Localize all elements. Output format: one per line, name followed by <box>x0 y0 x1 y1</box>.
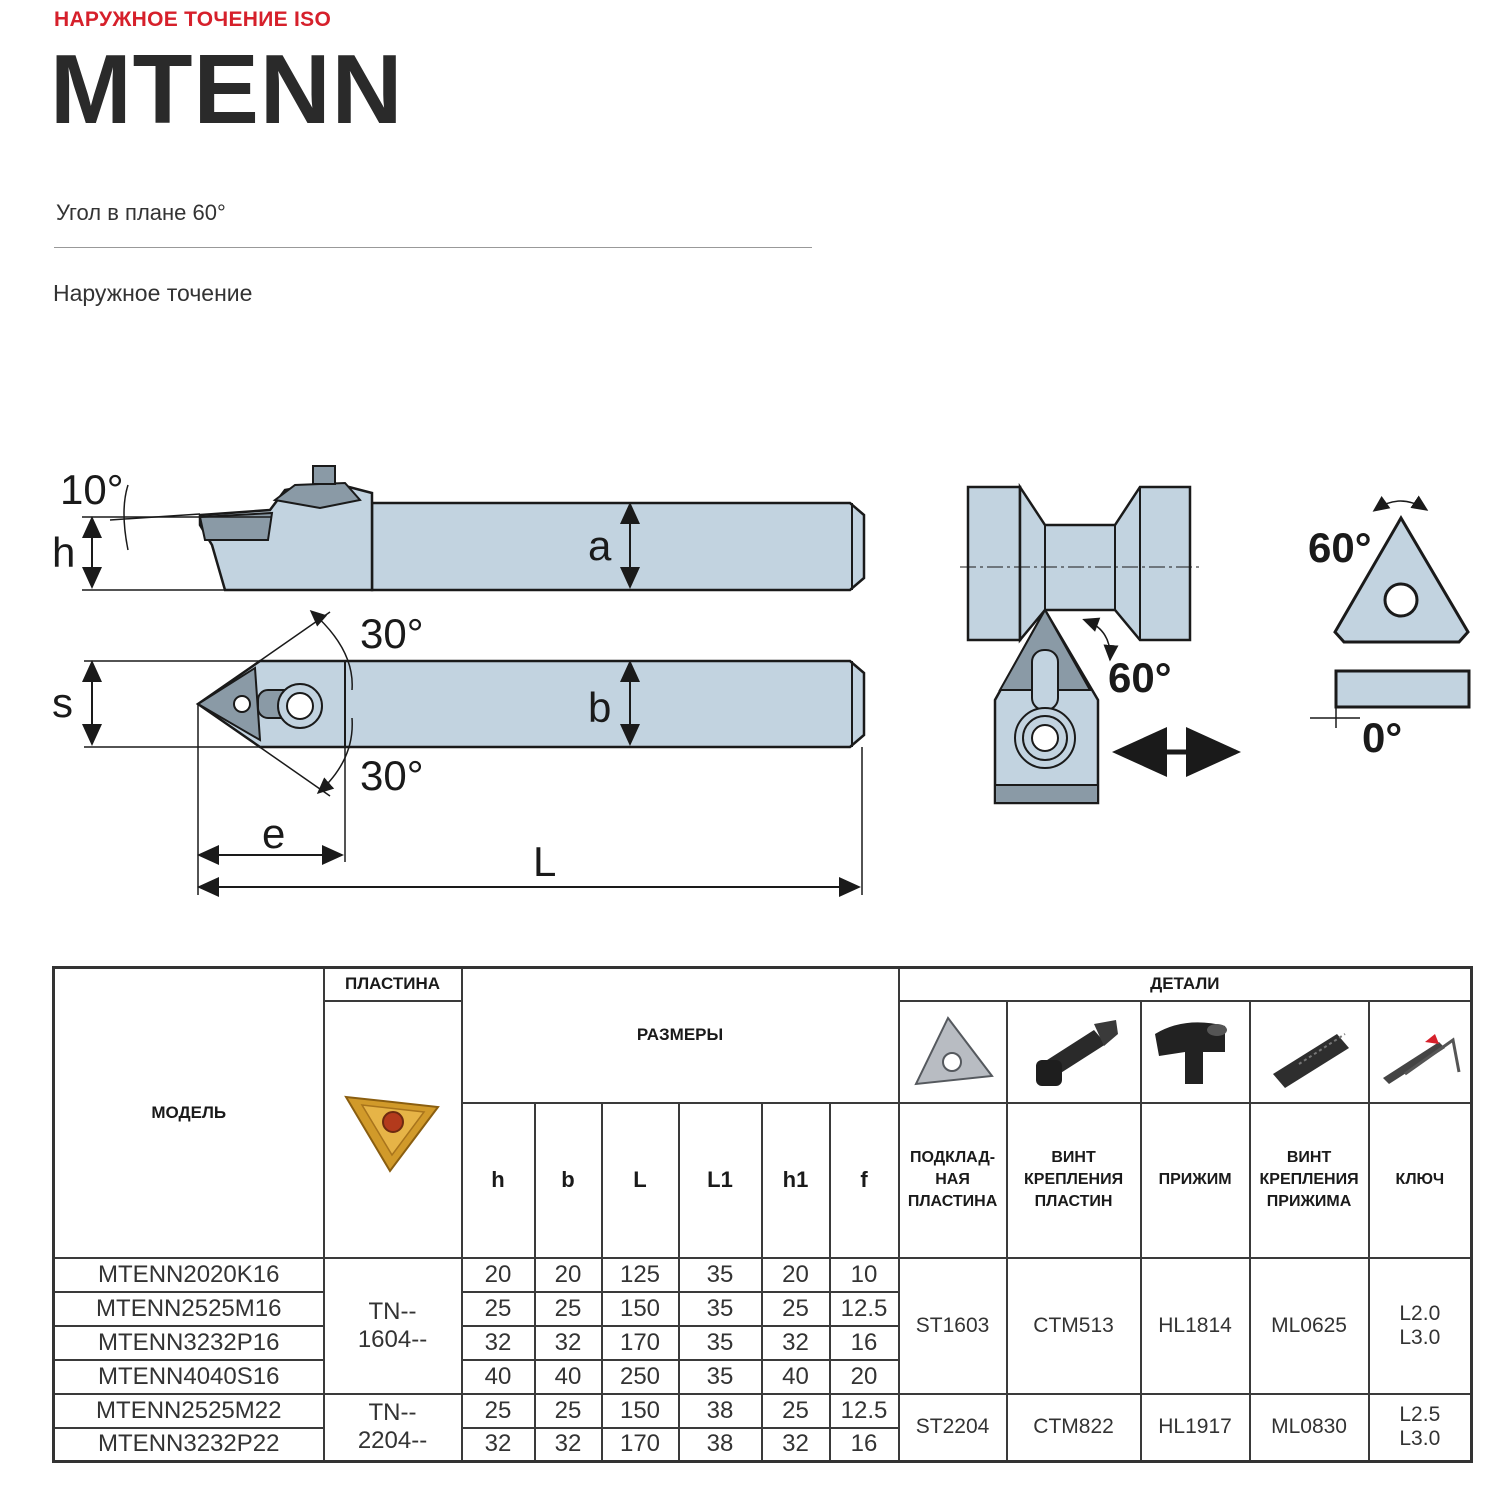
L1-cell: 35 <box>679 1360 762 1394</box>
key-cell <box>1369 1258 1472 1394</box>
clamp-screw-icon <box>1259 1012 1359 1092</box>
h1-cell: 32 <box>762 1326 830 1360</box>
L1-cell: 35 <box>679 1326 762 1360</box>
h1-cell: 25 <box>762 1292 830 1326</box>
clamp-cell: HL1917 <box>1141 1394 1250 1462</box>
insert-screw-cell: CTM513 <box>1007 1258 1141 1394</box>
dim-b-header: b <box>535 1103 602 1258</box>
b-cell: 32 <box>535 1326 602 1360</box>
insert-code-line1: TN-- <box>368 1297 417 1325</box>
label-clearance-angle: 0° <box>1362 714 1403 761</box>
L-cell: 250 <box>602 1360 679 1394</box>
clamp-cell: HL1814 <box>1141 1258 1250 1394</box>
L1-cell: 35 <box>679 1258 762 1292</box>
insert-header: ПЛАСТИНА <box>324 968 462 1001</box>
approach-angle-text: Угол в плане 60° <box>56 200 226 225</box>
clamp-icon <box>1145 1012 1245 1092</box>
parts-header: ДЕТАЛИ <box>899 968 1472 1001</box>
L-cell: 170 <box>602 1326 679 1360</box>
f-cell: 16 <box>830 1326 899 1360</box>
dimensions-header: РАЗМЕРЫ <box>462 968 899 1103</box>
b-cell: 25 <box>535 1394 602 1428</box>
f-cell: 16 <box>830 1428 899 1462</box>
insert-icon <box>338 1079 448 1179</box>
h-cell: 25 <box>462 1394 535 1428</box>
h-cell: 32 <box>462 1428 535 1462</box>
model-cell: MTENN2525M22 <box>54 1394 324 1428</box>
label-L: L <box>533 838 557 885</box>
f-cell: 10 <box>830 1258 899 1292</box>
dim-L-header: L <box>602 1103 679 1258</box>
side-view <box>82 466 864 590</box>
page-title: MTENN <box>50 34 404 144</box>
table-row <box>54 1394 1472 1428</box>
shim-image-cell <box>899 1001 1007 1103</box>
key-line1: L2.0 <box>1399 1301 1441 1325</box>
dim-h1-header: h1 <box>762 1103 830 1258</box>
h-cell: 25 <box>462 1292 535 1326</box>
insert-image-cell <box>324 1001 462 1258</box>
label-angle-top: 30° <box>360 610 424 657</box>
key-cell <box>1369 1394 1472 1462</box>
h-cell: 32 <box>462 1326 535 1360</box>
label-s: s <box>52 679 73 726</box>
label-b: b <box>588 684 612 731</box>
dim-L1-header: L1 <box>679 1103 762 1258</box>
label-a: a <box>588 522 612 569</box>
insert-screw-image-cell <box>1007 1001 1141 1103</box>
model-cell: MTENN2020K16 <box>54 1258 324 1292</box>
key-line1: L2.5 <box>1399 1403 1441 1427</box>
insert-code-line2: 1604-- <box>357 1325 428 1353</box>
L-cell: 150 <box>602 1292 679 1326</box>
top-view <box>84 612 864 895</box>
model-cell: MTENN3232P16 <box>54 1326 324 1360</box>
L1-cell: 38 <box>679 1428 762 1462</box>
model-cell: MTENN3232P22 <box>54 1428 324 1462</box>
insert-code-cell <box>324 1394 462 1462</box>
b-cell: 25 <box>535 1292 602 1326</box>
label-rake-angle: 10° <box>60 466 124 513</box>
label-angle-bottom: 30° <box>360 752 424 799</box>
f-cell: 12.5 <box>830 1394 899 1428</box>
b-cell: 40 <box>535 1360 602 1394</box>
model-cell: MTENN4040S16 <box>54 1360 324 1394</box>
clamp-screw-cell: ML0625 <box>1250 1258 1369 1394</box>
category-label: НАРУЖНОЕ ТОЧЕНИЕ ISO <box>54 8 332 31</box>
model-header: МОДЕЛЬ <box>54 968 324 1258</box>
application-text: Наружное точение <box>53 280 253 306</box>
L-cell: 125 <box>602 1258 679 1292</box>
dim-f-header: f <box>830 1103 899 1258</box>
key-line2: L3.0 <box>1399 1325 1441 1349</box>
label-insert-angle: 60° <box>1108 654 1172 701</box>
insert-screw-cell: CTM822 <box>1007 1394 1141 1462</box>
key-line2: L3.0 <box>1399 1427 1441 1451</box>
insert-code-line1: TN-- <box>368 1399 417 1427</box>
f-cell: 20 <box>830 1360 899 1394</box>
key-header: КЛЮЧ <box>1369 1103 1472 1258</box>
label-h: h <box>52 529 76 576</box>
h-cell: 40 <box>462 1360 535 1394</box>
h1-cell: 40 <box>762 1360 830 1394</box>
dim-h-header: h <box>462 1103 535 1258</box>
key-icon <box>1375 1012 1465 1092</box>
h1-cell: 20 <box>762 1258 830 1292</box>
L-cell: 170 <box>602 1428 679 1462</box>
clamp-header: ПРИЖИМ <box>1141 1103 1250 1258</box>
label-e: e <box>262 810 286 857</box>
L1-cell: 35 <box>679 1292 762 1326</box>
h-cell: 20 <box>462 1258 535 1292</box>
clamp-image-cell <box>1141 1001 1250 1103</box>
shim-header: ПОДКЛАД- НАЯ ПЛАСТИНА <box>899 1103 1007 1258</box>
insert-code-cell <box>324 1258 462 1394</box>
clamp-screw-image-cell <box>1250 1001 1369 1103</box>
shim-cell: ST2204 <box>899 1394 1007 1462</box>
insert-screw-icon <box>1024 1012 1124 1092</box>
shim-icon <box>908 1012 998 1092</box>
key-image-cell <box>1369 1001 1472 1103</box>
workpiece-view <box>960 487 1236 803</box>
h1-cell: 25 <box>762 1394 830 1428</box>
shim-cell: ST1603 <box>899 1258 1007 1394</box>
h1-cell: 32 <box>762 1428 830 1462</box>
model-cell: MTENN2525M16 <box>54 1292 324 1326</box>
clamp-screw-cell: ML0830 <box>1250 1394 1369 1462</box>
label-triangle-angle: 60° <box>1308 524 1372 571</box>
insert-screw-header: ВИНТ КРЕПЛЕНИЯ ПЛАСТИН <box>1007 1103 1141 1258</box>
spec-table <box>52 966 1473 1463</box>
f-cell: 12.5 <box>830 1292 899 1326</box>
b-cell: 20 <box>535 1258 602 1292</box>
table-row <box>54 1258 1472 1292</box>
L-cell: 150 <box>602 1394 679 1428</box>
insert-code-line2: 2204-- <box>357 1427 428 1455</box>
clamp-screw-header: ВИНТ КРЕПЛЕНИЯ ПРИЖИМА <box>1250 1103 1369 1258</box>
L1-cell: 38 <box>679 1394 762 1428</box>
b-cell: 32 <box>535 1428 602 1462</box>
